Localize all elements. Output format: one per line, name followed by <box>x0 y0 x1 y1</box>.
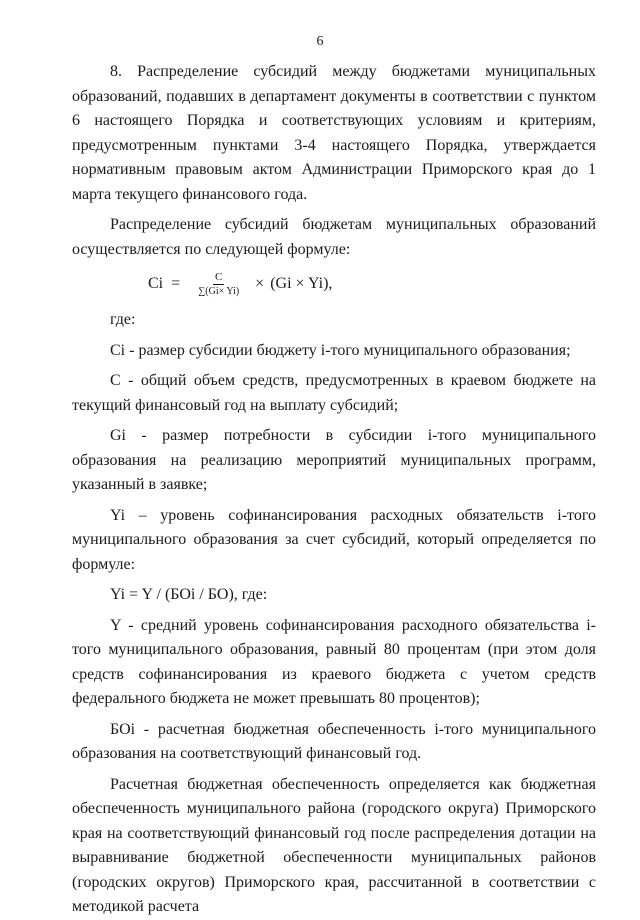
formula-lhs: Ci <box>148 274 164 292</box>
definition-y: Y - средний уровень софинансирования расходного обязательства i-того муниципального образования, равный 80 процентам (при этом доля средств софинансирования из краевого бюджета с учетом средств федерального бюджета не может превышать 80 процентов); <box>72 616 596 707</box>
paragraph-calculated-provision: Расчетная бюджетная обеспеченность определяется как бюджетная обеспеченность муниципального района (городского округа) Приморского края на соответствующий финансовый год после распределения дотации на выравнивание бюджетной обеспеченности муниципальных районов (городских округов) Приморского края, рассчитанной в соответствии с методикой расчета <box>72 775 596 915</box>
definition-c: С - общий объем средств, предусмотренных в краевом бюджете на текущий финансовый год на выплату субсидий; <box>72 372 596 414</box>
formula-equals: = <box>171 274 181 292</box>
definition-yi: Yi – уровень софинансирования расходных обязательств i-того муниципального образования за счет субсидий, который определяется по формуле: <box>72 506 596 573</box>
formula-fraction <box>196 271 241 298</box>
paragraph-distribution: 8. Распределение субсидий между бюджетами муниципальных образований, подавших в департамент документы в соответствии с пунктом 6 настоящего Порядка и соответствующих условиям и критериям, предусмотренным пунктами 3-4 настоящего Порядка, утверждается нормативным правовым актом Администрации Приморского края до 1 марта текущего финансового года. <box>72 63 596 203</box>
page-number: 6 <box>316 34 324 49</box>
definition-ci: Ci - размер субсидии бюджету i-того муниципального образования; <box>110 341 571 359</box>
document-body <box>72 60 596 920</box>
definition-boi: БОi - расчетная бюджетная обеспеченность i-того муниципального образования на соответствующий финансовый год. <box>72 720 596 762</box>
formula-numerator: C <box>214 270 223 283</box>
formula-denominator: ∑(Gi× Yi) <box>198 285 240 297</box>
formula-rhs: (Gi × Yi), <box>270 274 333 292</box>
paragraph-formula-intro: Распределение субсидий бюджетам муниципальных образований осуществляется по следующей формуле: <box>72 216 596 258</box>
paragraph-where: где: <box>110 311 136 328</box>
formula-yi: Yi = Y / (БОi / БО), где: <box>110 586 268 603</box>
subsidy-formula <box>72 264 596 304</box>
formula-times: × <box>255 274 265 292</box>
definition-gi: Gi - размер потребности в субсидии i-того муниципального образования на реализацию мероприятий муниципальных программ, указанный в заявке; <box>72 427 596 493</box>
